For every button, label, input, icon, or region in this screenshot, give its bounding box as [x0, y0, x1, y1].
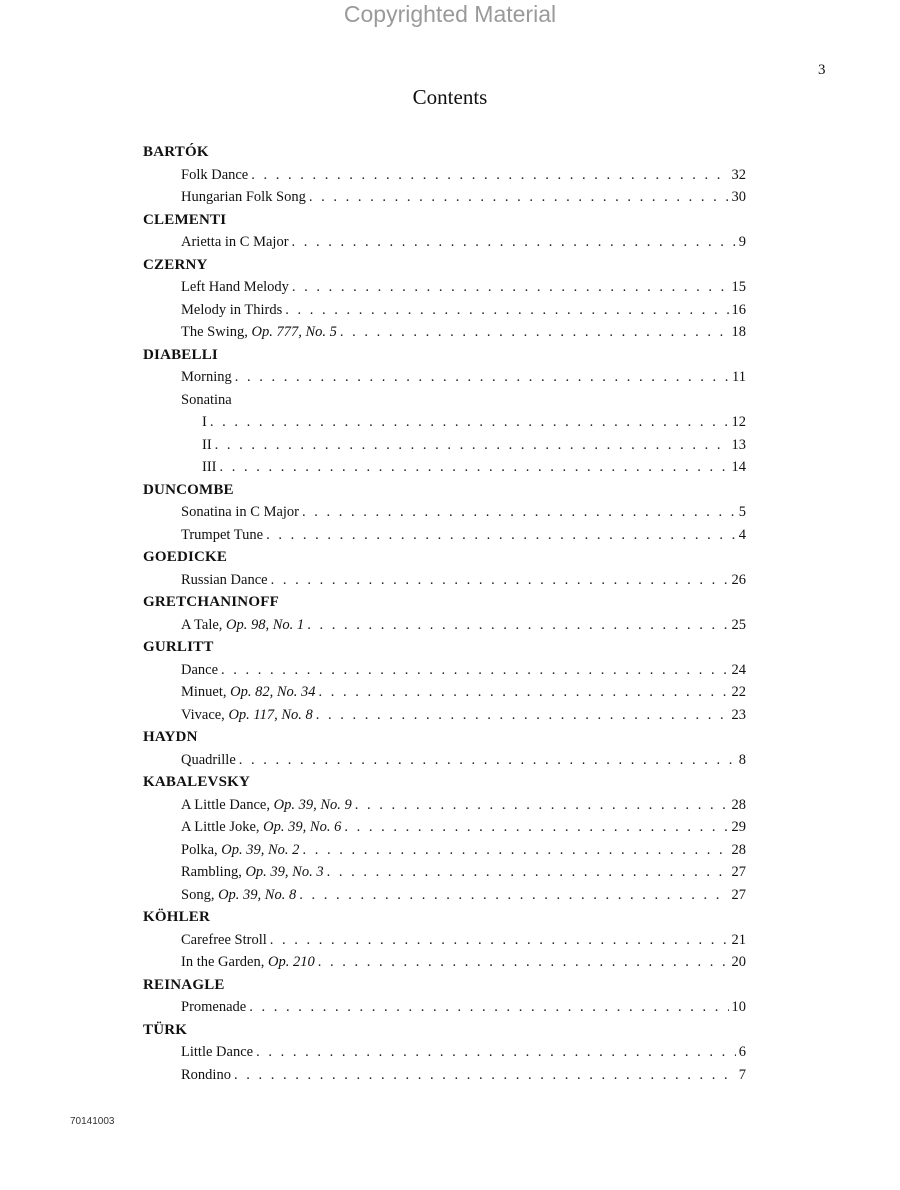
toc-entry-title-text: Rambling, — [181, 864, 246, 880]
toc-entry-title-text: Melody in Thirds — [181, 301, 283, 318]
dot-leader — [239, 749, 736, 772]
toc-page-number: 20 — [731, 954, 746, 970]
toc-page-number: 8 — [738, 751, 746, 768]
dot-leader — [318, 951, 729, 974]
toc-page-number: 5 — [738, 504, 746, 520]
toc-page-number: 21 — [731, 931, 746, 948]
dot-leader — [251, 164, 728, 187]
toc-entry-title — [181, 681, 316, 704]
toc-page-number: 14 — [731, 459, 746, 475]
toc-entry-title — [181, 164, 248, 187]
toc-page-number: 27 — [731, 886, 746, 903]
toc-entry-title-text: Russian Dance — [181, 571, 268, 588]
dot-leader — [307, 614, 728, 637]
toc-entry-title — [181, 1064, 231, 1087]
composer-heading: KÖHLER — [143, 909, 211, 925]
dot-leader — [266, 524, 736, 547]
dot-leader — [309, 186, 729, 209]
toc-entry[interactable] — [143, 524, 746, 547]
toc-entry-title-text: Song, — [181, 886, 219, 903]
toc-entry-title-text: Dance — [181, 661, 219, 678]
toc-page-number: 25 — [731, 616, 746, 633]
toc-entry[interactable] — [143, 501, 746, 524]
toc-page-number: 27 — [731, 864, 746, 880]
toc-entry-title — [181, 816, 341, 839]
toc-entry[interactable] — [143, 659, 746, 682]
dot-leader — [344, 816, 728, 839]
toc-page-number: 26 — [731, 571, 746, 588]
toc-entry[interactable] — [143, 884, 746, 907]
dot-leader — [234, 1064, 736, 1087]
dot-leader — [302, 501, 736, 524]
toc-entry-opus: Op. 82, No. 34 — [230, 684, 316, 700]
toc-entry-title — [181, 861, 324, 884]
toc-entry[interactable] — [143, 996, 746, 1019]
dot-leader — [270, 929, 729, 952]
toc-page-number: 6 — [738, 1044, 746, 1060]
toc-entry-opus: Op. 39, No. 6 — [263, 819, 342, 835]
copyright-watermark: Copyrighted Material — [343, 1, 557, 27]
dot-leader — [292, 276, 729, 299]
toc-entry-title-text: I — [202, 414, 207, 430]
toc-entry-opus: Op. 39, No. 9 — [273, 796, 352, 813]
toc-entry-title-text: Left Hand Melody — [181, 279, 289, 295]
toc-page-number: 18 — [731, 324, 746, 340]
composer-heading: GURLITT — [143, 639, 214, 655]
toc-entry[interactable] — [143, 366, 746, 389]
toc-entry-title-text: Rondino — [181, 1066, 231, 1083]
toc-entry-title-text: Folk Dance — [181, 166, 249, 183]
toc-entry-title-text: Quadrille — [181, 751, 236, 768]
toc-entry[interactable] — [143, 681, 746, 704]
dot-leader — [340, 321, 729, 344]
toc-entry-title — [181, 749, 236, 772]
dot-leader — [215, 434, 729, 457]
toc-entry-title-text: Sonatina in C Major — [181, 504, 300, 520]
toc-entry-title — [181, 839, 299, 862]
page-title: Contents — [412, 85, 488, 109]
toc-page-number: 23 — [731, 706, 746, 723]
toc-page-number: 28 — [731, 796, 746, 813]
toc-entry-title — [181, 951, 315, 974]
toc-entry[interactable] — [143, 231, 746, 254]
toc-page-number: 30 — [731, 189, 746, 205]
toc-page-number: 13 — [731, 436, 746, 453]
dot-leader — [355, 794, 729, 817]
toc-entry[interactable] — [143, 411, 746, 434]
toc-entry[interactable] — [143, 614, 746, 637]
toc-entry[interactable] — [143, 839, 746, 862]
composer-heading: CLEMENTI — [143, 211, 227, 228]
composer-heading: BARTÓK — [143, 144, 209, 160]
toc-entry[interactable] — [143, 816, 746, 839]
toc-entry[interactable] — [143, 1041, 746, 1064]
toc-entry-title — [181, 1041, 253, 1064]
dot-leader — [235, 366, 729, 389]
toc-page-number: 32 — [731, 166, 746, 183]
dot-leader — [302, 839, 728, 862]
toc-page-number: 7 — [738, 1066, 746, 1083]
toc-entry[interactable] — [143, 929, 746, 952]
toc-entry-title — [181, 231, 289, 254]
toc-entry-title-text: Trumpet Tune — [181, 526, 264, 543]
dot-leader — [220, 456, 729, 479]
toc-entry-title-text: Hungarian Folk Song — [181, 189, 306, 205]
dot-leader — [285, 299, 728, 322]
toc-entry-opus: Op. 777, No. 5 — [251, 324, 337, 340]
toc-entry-opus: Op. 117, No. 8 — [228, 706, 313, 723]
toc-entry[interactable] — [143, 456, 746, 479]
toc-subheading: Sonatina — [181, 391, 232, 408]
toc-entry-title-text: II — [202, 436, 212, 453]
toc-entry-title — [181, 704, 313, 727]
toc-entry-title — [181, 884, 296, 907]
toc-entry-title — [181, 996, 246, 1019]
composer-heading: DIABELLI — [143, 346, 218, 363]
toc-entry-title — [181, 186, 306, 209]
composer-heading: GOEDICKE — [143, 549, 228, 565]
toc-entry-title — [202, 411, 207, 434]
toc-entry[interactable] — [143, 749, 746, 772]
toc-page-number: 15 — [731, 279, 746, 295]
toc-entry-title — [181, 501, 299, 524]
toc-entry-title-text: A Little Dance, — [181, 796, 274, 813]
toc-entry-title — [181, 366, 232, 389]
toc-entry-title — [202, 456, 217, 479]
toc-entry-opus: Op. 98, No. 1 — [226, 616, 305, 633]
toc-entry-title-text: In the Garden, — [181, 954, 268, 970]
dot-leader — [256, 1041, 736, 1064]
toc-entry[interactable] — [143, 794, 746, 817]
toc-entry-title-text: Morning — [181, 369, 232, 385]
toc-entry-title-text: Little Dance — [181, 1044, 254, 1060]
toc-entry-title — [202, 434, 212, 457]
toc-entry[interactable] — [143, 299, 746, 322]
table-of-contents — [143, 141, 746, 1086]
toc-entry[interactable] — [143, 276, 746, 299]
composer-heading: DUNCOMBE — [143, 481, 234, 498]
toc-entry-title — [181, 524, 263, 547]
toc-page-number: 10 — [731, 999, 746, 1015]
toc-entry-title-text: Arietta in C Major — [181, 234, 289, 250]
toc-entry-opus: Op. 39, No. 3 — [245, 864, 324, 880]
toc-entry-title-text: III — [202, 459, 217, 475]
toc-entry-title-text: Promenade — [181, 999, 247, 1015]
catalog-number: 70141003 — [70, 1116, 115, 1127]
dot-leader — [319, 681, 729, 704]
toc-entry-title — [181, 614, 304, 637]
toc-entry-title-text: A Little Joke, — [181, 819, 264, 835]
dot-leader — [292, 231, 736, 254]
dot-leader — [299, 884, 728, 907]
toc-entry-title — [181, 929, 267, 952]
toc-entry-title-text: A Tale, — [181, 616, 227, 633]
composer-heading: CZERNY — [143, 256, 208, 273]
toc-entry[interactable] — [143, 704, 746, 727]
toc-entry-title — [181, 299, 282, 322]
toc-entry[interactable] — [143, 569, 746, 592]
dot-leader — [249, 996, 728, 1019]
toc-page-number: 22 — [731, 684, 746, 700]
toc-entry[interactable] — [143, 951, 746, 974]
toc-entry-title-text: The Swing, — [181, 324, 252, 340]
toc-entry-opus: Op. 210 — [267, 954, 315, 970]
toc-entry[interactable] — [143, 164, 746, 187]
composer-heading: TÜRK — [143, 1021, 188, 1038]
toc-page-number: 24 — [731, 661, 746, 678]
toc-entry-title — [181, 659, 218, 682]
toc-entry-title-text: Vivace, — [181, 706, 229, 723]
composer-heading: GRETCHANINOFF — [143, 594, 279, 610]
toc-entry[interactable] — [143, 1064, 746, 1087]
dot-leader — [210, 411, 729, 434]
toc-entry-opus: Op. 39, No. 2 — [221, 841, 300, 858]
page-number: 3 — [818, 62, 826, 78]
composer-heading: REINAGLE — [143, 976, 225, 993]
dot-leader — [271, 569, 729, 592]
composer-heading: HAYDN — [143, 729, 198, 745]
toc-page-number: 4 — [738, 526, 746, 543]
dot-leader — [221, 659, 728, 682]
toc-entry-title — [181, 794, 352, 817]
toc-entry-title-text: Minuet, — [181, 684, 231, 700]
toc-entry-title — [181, 321, 337, 344]
dot-leader — [316, 704, 729, 727]
dot-leader — [327, 861, 729, 884]
toc-entry[interactable] — [143, 861, 746, 884]
toc-entry-title-text: Carefree Stroll — [181, 931, 267, 948]
composer-heading: KABALEVSKY — [143, 774, 251, 790]
toc-entry[interactable] — [143, 186, 746, 209]
toc-entry-title — [181, 569, 268, 592]
toc-page-number: 28 — [731, 841, 746, 858]
toc-entry-opus: Op. 39, No. 8 — [218, 886, 297, 903]
toc-page-number: 12 — [731, 414, 746, 430]
toc-entry[interactable] — [143, 434, 746, 457]
toc-page-number: 9 — [738, 234, 746, 250]
toc-entry[interactable] — [143, 321, 746, 344]
toc-entry-title — [181, 276, 289, 299]
toc-page-number: 16 — [731, 301, 746, 318]
toc-page-number: 29 — [731, 819, 746, 835]
toc-page-number: 11 — [732, 369, 746, 385]
toc-entry-title-text: Polka, — [181, 841, 222, 858]
